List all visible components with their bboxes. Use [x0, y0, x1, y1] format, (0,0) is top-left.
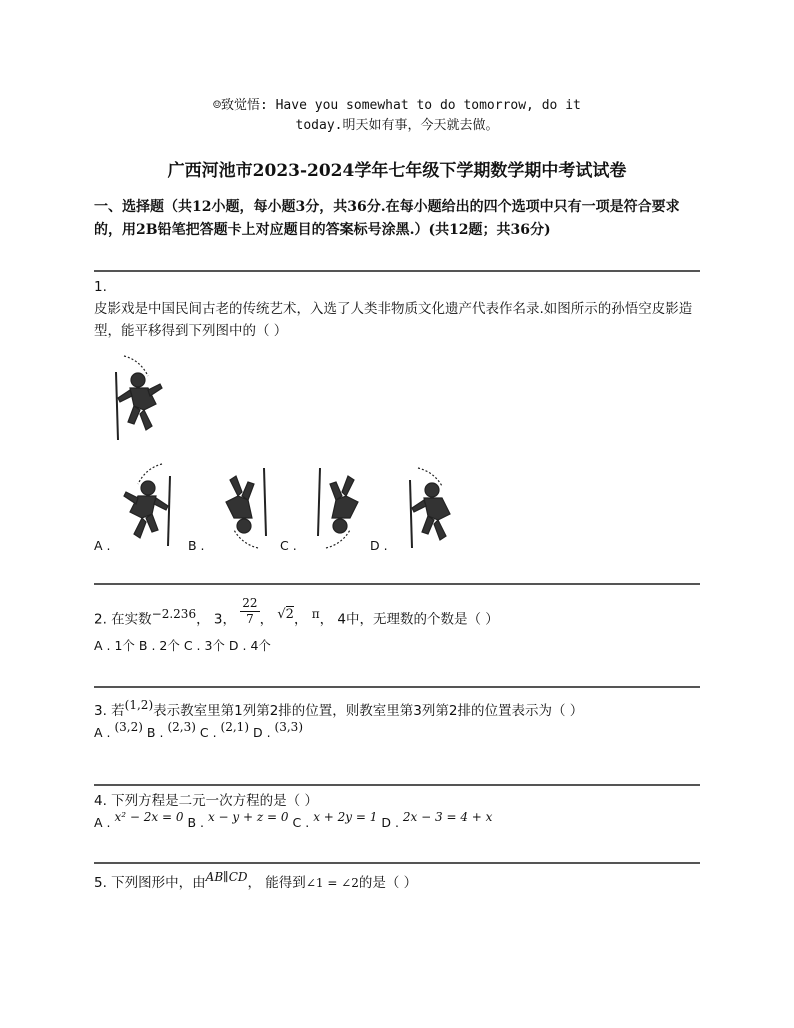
parallel-condition: AB∥CD [205, 870, 248, 884]
option-d-value: (3,3) [274, 720, 303, 734]
question-text: 皮影戏是中国民间古老的传统艺术，入选了人类非物质文化遗产代表作名录.如图所示的孙悟空皮影造型，能平移得到下列图中的（ ） [94, 301, 693, 339]
separator: ， [293, 611, 308, 628]
option-b-value: x − y + z = 0 [207, 810, 289, 824]
divider [94, 686, 700, 688]
question-5 [94, 872, 704, 894]
answer-options: A . 1个 B . 2个 C . 3个 D . 4个 [94, 638, 271, 653]
answer-options [94, 722, 704, 744]
question-4 [94, 790, 704, 834]
option-d-label: D . [252, 725, 271, 740]
question-text [94, 700, 704, 722]
coordinate-1-2: (1,2) [124, 698, 154, 712]
question-suffix: ， 4中，无理数的个数是（ ） [319, 611, 499, 628]
motto [0, 96, 794, 136]
option-b-label: B . [187, 815, 204, 830]
monkey-king-figure-icon [104, 354, 168, 444]
question-middle: ， 能得到 [247, 875, 306, 891]
motto-line-1: ☺致觉悟: Have you somewhat to do tomorrow, do it [213, 98, 581, 113]
option-d-label: D . [381, 815, 399, 830]
option-d-value: 2x − 3 = 4 + x [402, 810, 493, 824]
pi-symbol: π [311, 606, 320, 621]
question-prefix: 5. 下列图形中，由 [94, 875, 206, 891]
section-heading: 一、选择题（共12小题，每小题3分，共36分.在每小题给出的四个选项中只有一项是符合要求的，用2B铅笔把答题卡上对应题目的答案标号涂黑.）(共12题；共36分) [94, 199, 680, 238]
divider [94, 270, 700, 272]
question-3 [94, 700, 704, 744]
separator: ， [259, 611, 274, 628]
option-c-value: (2,1) [220, 720, 249, 734]
option-c-label: C . [280, 538, 297, 553]
question-suffix: 表示教室里第1列第2排的位置，则教室里第3列第2排的位置表示为（ ） [153, 703, 584, 719]
question-text: 4. 下列方程是二元一次方程的是（ ） [94, 793, 318, 809]
option-a-value: (3,2) [114, 720, 143, 734]
separator: ， 3， [196, 611, 236, 628]
fraction-numerator: 22 [242, 596, 258, 610]
value-neg-2236: −2.236 [151, 606, 197, 621]
monkey-king-figure-icon [306, 466, 370, 550]
option-a-label: A . [94, 725, 111, 740]
fraction-22-7 [240, 596, 259, 627]
option-d-label: D . [370, 538, 388, 553]
question-2 [94, 596, 704, 657]
question-1 [94, 276, 704, 342]
question-text [94, 596, 704, 635]
option-b-label: B . [188, 538, 205, 553]
option-c-value: x + 2y = 1 [313, 810, 378, 824]
option-a-label: A . [94, 538, 111, 553]
answer-options [94, 812, 704, 834]
divider [94, 784, 700, 786]
page-title: 广西河池市2023-2024学年七年级下学期数学期中考试试卷 [167, 161, 627, 181]
question-prefix: 3. 若 [94, 703, 125, 719]
monkey-king-figure-icon [398, 466, 462, 550]
sqrt-radicand: 2 [285, 606, 294, 622]
divider [94, 862, 700, 864]
angle-equality: ∠1 = ∠2 [305, 876, 359, 890]
sqrt-2 [277, 607, 294, 622]
divider [94, 583, 700, 585]
option-a-label: A . [94, 815, 111, 830]
option-b-value: (2,3) [167, 720, 196, 734]
option-c-label: C . [199, 725, 217, 740]
option-b-label: B . [146, 725, 164, 740]
question-prefix: 2. 在实数 [94, 611, 152, 628]
option-a-value: x² − 2x = 0 [114, 810, 184, 824]
option-c-label: C . [292, 815, 310, 830]
motto-line-2: today.明天如有事，今天就去做。 [295, 118, 499, 133]
fraction-denominator: 7 [246, 612, 254, 626]
monkey-king-figure-icon [118, 462, 182, 548]
monkey-king-figure-icon [214, 466, 278, 550]
question-number: 1. [94, 279, 107, 295]
sqrt-symbol: √ [277, 606, 286, 622]
question-suffix: 的是（ ） [358, 875, 418, 891]
